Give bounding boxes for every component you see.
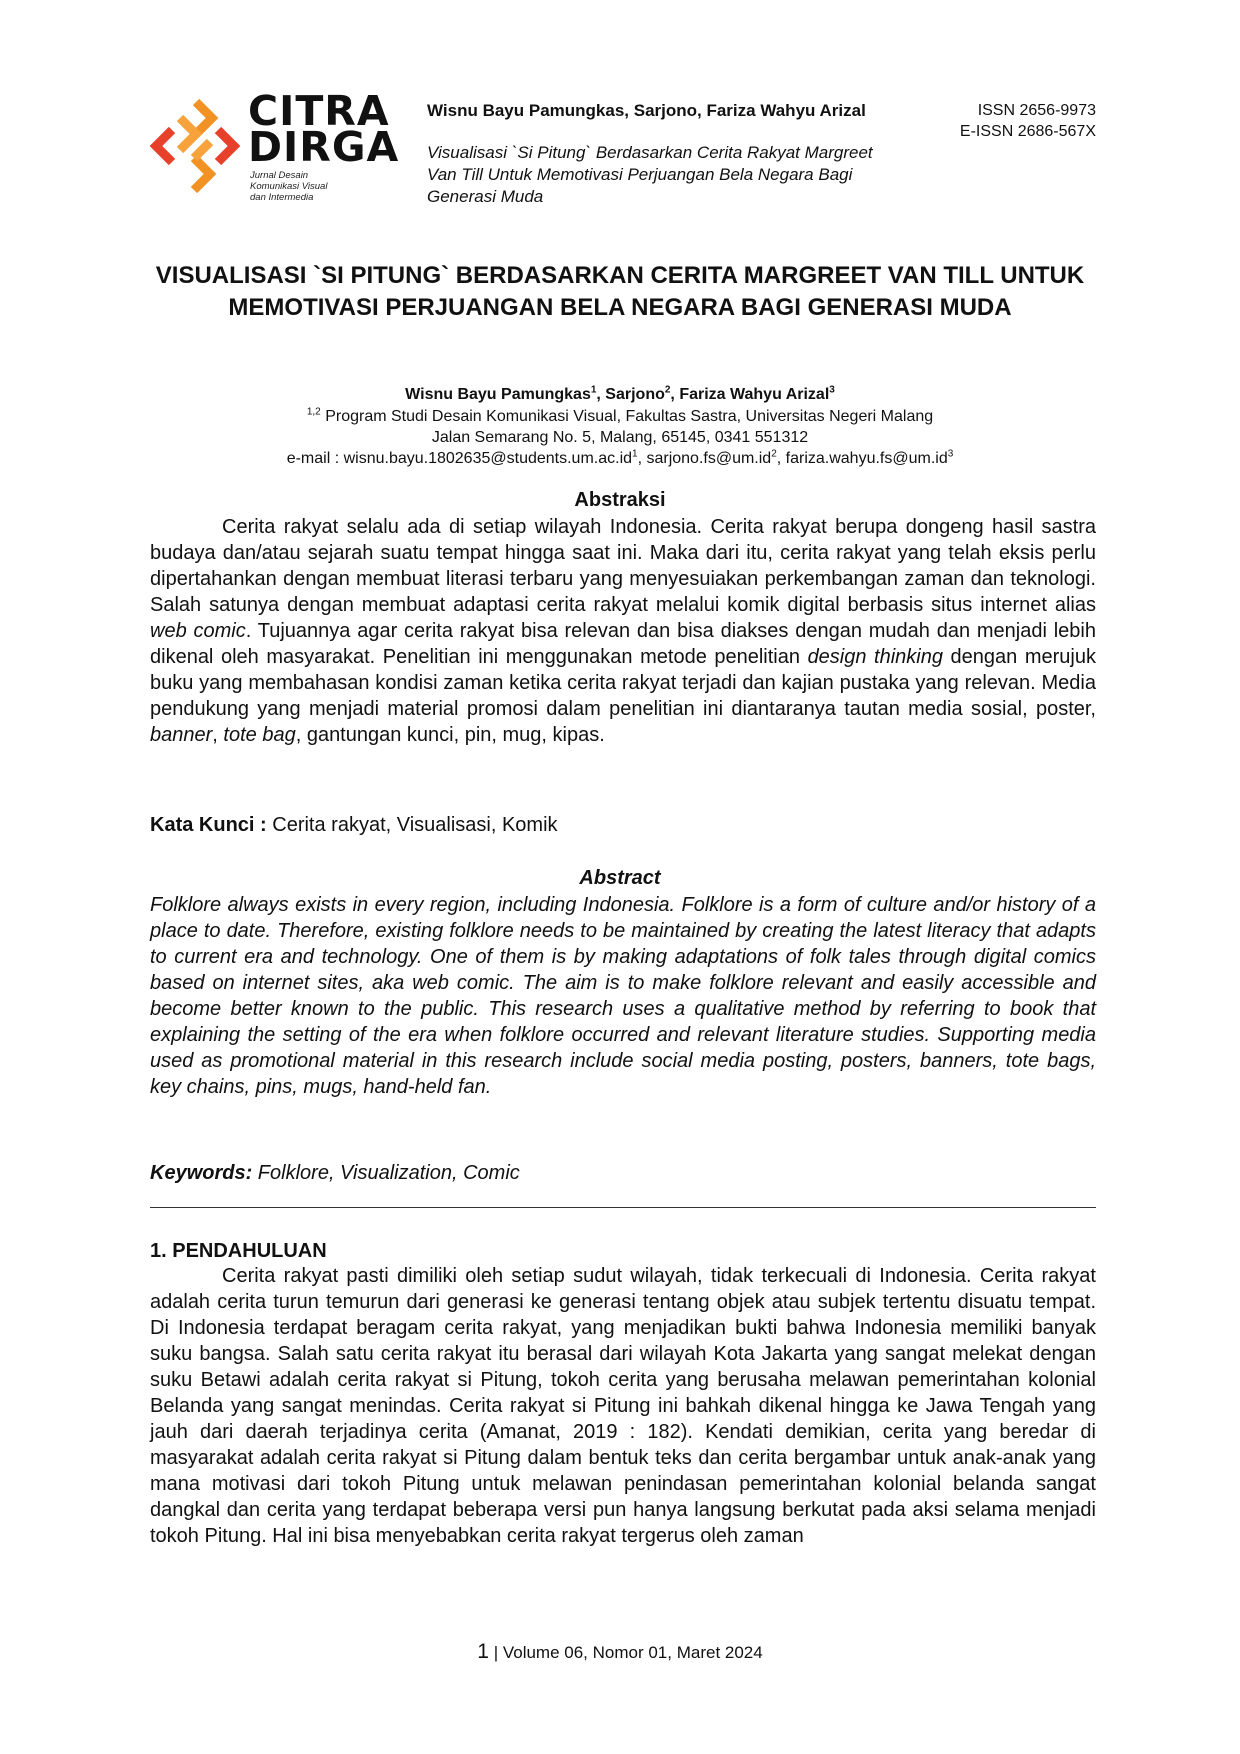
author-name: Wisnu Bayu Pamungkas [405,386,591,403]
abstraksi-emphasis: banner [150,724,213,746]
section-divider [150,1207,1096,1208]
abstraksi-text: , gantungan kunci, pin, mug, kipas. [295,724,605,746]
email-superscript: 2 [771,448,777,460]
running-header-title: Visualisasi `Si Pitung` Berdasarkan Cerita Rakyat Margreet Van Till Untuk Memotivasi Perjuangan Bela Negara Bagi Generasi Muda [427,143,873,206]
author-superscript: 3 [829,384,835,396]
affiliation-block [150,406,1090,469]
running-header-authors: Wisnu Bayu Pamungkas, Sarjono, Fariza Wahyu Arizal [427,101,866,120]
abstraksi-text: Cerita rakyat selalu ada di setiap wilayah Indonesia. Cerita rakyat berupa dongeng hasil sastra budaya dan/atau sejarah suatu tempat hingga saat ini. Maka dari itu, cerita rakyat yang telah eksis perlu dipertahankan dengan membuat literasi terbaru yang menyesuiakan perkembangan zaman dan teknologi. Salah satunya dengan membuat adaptasi cerita rakyat melalui komik digital berbasis situs internet alias [150,516,1096,616]
section-body: Cerita rakyat pasti dimiliki oleh setiap sudut wilayah, tidak terkecuali di Indonesia. Cerita rakyat adalah cerita turun temurun dari generasi ke generasi tentang objek atau subjek tertentu disuatu tempat. Di Indonesia terdapat beragam cerita rakyat, yang menjadikan bukti bahwa Indonesia memiliki banyak suku bangsa. Salah satu cerita rakyat itu berasal dari wilayah Kota Jakarta yang sangat melekat dengan suku Betawi adalah cerita rakyat si Pitung, tokoh cerita yang berusaha melawan pemerintahan kolonial Belanda yang sangat menindas. Cerita rakyat si Pitung ini bahkah dikenal hingga ke Jawa Tengah yang jauh dari daerah terjadinya cerita (Amanat, 2019 : 182). Kendati demikian, cerita yang beredar di masyarakat adalah cerita rakyat si Pitung dalam bentuk teks dan cerita bergambar untuk anak-anak yang mana motivasi dari tokoh Pitung untuk melawan penindasan pemerintahan kolonial belanda sangat dangkal dan cerita yang terdapat beberapa versi pun hanya langsung berkutat pada aksi selama menjadi tokoh Pitung. Hal ini bisa menyebabkan cerita rakyat tergerus oleh zaman [150,1265,1096,1547]
author-name: Sarjono [605,386,665,403]
email-line: e-mail : $wisnu.bayu.1802635@students.um.ac.id^1$, $sarjono.fs@um.id^2$, $fariza.wahyu.fs@um.id^3$ [286,448,954,467]
abstraksi-text: . Tujuannya agar cerita rakyat bisa relevan dan bisa diakses dengan mudah dan menjadi lebih dikenal oleh masyarakat. Penelitian ini menggunakan metode penelitian [150,620,1096,668]
keywords-label: Keywords: [150,1162,253,1184]
issn-block [900,100,1096,142]
affiliation-text: Program Studi Desain Komunikasi Visual, Fakultas Sastra, Universitas Negeri Malang [325,408,934,425]
citra-dirga-emblem-icon [150,96,240,196]
author-name: Fariza Wahyu Arizal [679,386,830,403]
author-superscript: 2 [664,384,671,396]
abstraksi-text: , [212,724,224,746]
eissn: E-ISSN 2686-567X [959,123,1096,140]
abstraksi-body [150,514,1096,748]
logo-subtitle-line: dan Intermedia [250,192,314,203]
abstraksi-heading: Abstraksi [574,489,666,511]
abstraksi-emphasis: web comic [150,620,246,642]
abstraksi-text: dengan merujuk buku yang membahasan kondisi zaman ketika cerita rakyat terjadi dan kajian pustaka yang relevan. Media pendukung yang menjadi material promosi dalam penelitian ini diantaranya tautan media sosial, poster, [150,646,1096,720]
affiliation [150,406,1090,427]
paper-title: VISUALISASI `SI PITUNG` BERDASARKAN CERITA MARGREET VAN TILL UNTUK MEMOTIVASI PERJUANGAN BELA NEGARA BAGI GENERASI MUDA [155,262,1085,321]
author-line: Wisnu Bayu Pamungkas$^1$, Sarjono$^2$, Fariza Wahyu Arizal$^3$ [405,384,835,403]
logo-subtitle [250,170,327,203]
email-label: e-mail : [286,450,344,467]
abstract-body: Folklore always exists in every region, including Indonesia. Folklore is a form of culture and/or history of a place to date. Therefore, existing folklore needs to be maintained by creating the latest literacy that adapts to current era and technology. One of them is by making adaptations of folk tales through digital comics based on internet sites, aka web comic. The aim is to make folklore relevant and easily accessible and become better known to the public. This research uses a qualitative method by referring to book that explaining the setting of the era when folklore occurred and relevant literature studies. Supporting media used as promotional material in this research include social media posting, posters, banners, tote bags, key chains, pins, mugs, hand-held fan. [150,894,1096,1098]
keywords-value: Folklore, Visualization, Comic [252,1162,520,1184]
section-heading: 1. PENDAHULUAN [150,1240,327,1262]
keywords-line [150,1160,1096,1186]
logo-subtitle-line: Komunikasi Visual [250,181,328,192]
journal-logo [150,87,410,203]
kata-kunci-line [150,812,1096,838]
logo-subtitle-line: Jurnal Desain [250,170,309,181]
abstraksi-emphasis: design thinking [807,646,943,668]
email-superscript: 1 [632,448,638,460]
email-link[interactable]: sarjono.fs@um.id [646,450,772,467]
abstraksi-emphasis: tote bag [223,724,296,746]
kata-kunci-label: Kata Kunci : [150,814,273,836]
address: Jalan Semarang No. 5, Malang, 65145, 0341 551312 [431,429,809,446]
issn: ISSN 2656-9973 [977,102,1096,119]
email-link[interactable]: wisnu.bayu.1802635@students.um.ac.id [343,450,633,467]
email-link[interactable]: fariza.wahyu.fs@um.id [785,450,948,467]
logo-word-citra: CITRA [248,87,390,135]
page-number: 1 [477,1640,489,1663]
page-footer [150,1641,1090,1664]
email-superscript: 3 [947,448,954,460]
abstract-heading: Abstract [579,867,661,889]
affiliation-superscript: 1,2 [306,406,321,418]
footer-separator: | [493,1643,499,1662]
author-superscript: 1 [590,384,597,396]
issue-info: Volume 06, Nomor 01, Maret 2024 [502,1643,763,1662]
kata-kunci-value: Cerita rakyat, Visualisasi, Komik [272,814,558,836]
logo-word-dirga: DIRGA [248,123,400,171]
